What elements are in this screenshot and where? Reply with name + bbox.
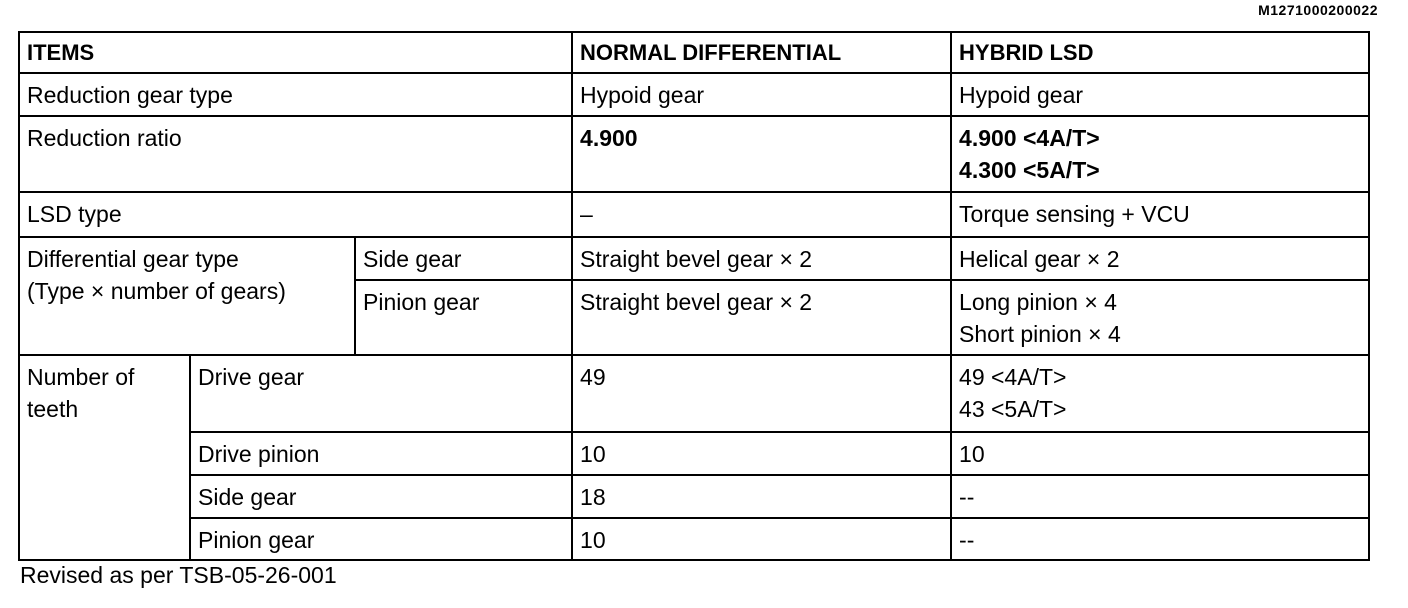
cell-normal: 10 — [572, 432, 951, 475]
cell-hybrid: -- — [951, 475, 1369, 518]
header-items: ITEMS — [19, 32, 572, 73]
cell-normal: Straight bevel gear × 2 — [572, 280, 951, 355]
table-row — [19, 518, 1369, 560]
sub-label: Pinion gear — [190, 518, 572, 560]
cell-normal: 18 — [572, 475, 951, 518]
cell-normal: 10 — [572, 518, 951, 560]
cell-line: Short pinion × 4 — [959, 321, 1121, 347]
table-row — [19, 73, 1369, 116]
spec-table — [18, 31, 1370, 561]
cell-line: 43 <5A/T> — [959, 396, 1067, 422]
cell-normal: – — [572, 192, 951, 237]
cell-line: (Type × number of gears) — [27, 278, 286, 304]
cell-hybrid — [951, 116, 1369, 192]
cell-hybrid — [951, 355, 1369, 432]
cell-hybrid: Helical gear × 2 — [951, 237, 1369, 280]
sub-label: Side gear — [355, 237, 572, 280]
sub-label: Side gear — [190, 475, 572, 518]
revision-note: Revised as per TSB-05-26-001 — [20, 562, 337, 588]
cell-normal: Straight bevel gear × 2 — [572, 237, 951, 280]
cell-normal: 49 — [572, 355, 951, 432]
cell-line: 4.300 <5A/T> — [959, 157, 1100, 183]
cell-line: 4.900 <4A/T> — [959, 125, 1100, 151]
cell-normal: Hypoid gear — [572, 73, 951, 116]
table-row — [19, 432, 1369, 475]
row-label: Reduction gear type — [19, 73, 572, 116]
cell-line: Number of — [27, 364, 135, 390]
table-row-header — [19, 32, 1369, 73]
row-label — [19, 355, 190, 560]
table-row — [19, 192, 1369, 237]
header-normal-differential: NORMAL DIFFERENTIAL — [572, 32, 951, 73]
sub-label: Pinion gear — [355, 280, 572, 355]
sub-label: Drive gear — [190, 355, 572, 432]
cell-hybrid — [951, 280, 1369, 355]
row-label: LSD type — [19, 192, 572, 237]
cell-hybrid: -- — [951, 518, 1369, 560]
cell-line: 49 <4A/T> — [959, 364, 1067, 390]
cell-line: teeth — [27, 396, 79, 422]
header-hybrid-lsd: HYBRID LSD — [951, 32, 1369, 73]
table-row — [19, 237, 1369, 280]
row-label: Reduction ratio — [19, 116, 572, 192]
cell-line: Long pinion × 4 — [959, 289, 1117, 315]
cell-normal: 4.900 — [572, 116, 951, 192]
table-row — [19, 116, 1369, 192]
row-label — [19, 237, 355, 355]
table-row — [19, 475, 1369, 518]
sub-label: Drive pinion — [190, 432, 572, 475]
cell-line: Differential gear type — [27, 246, 239, 272]
cell-hybrid: 10 — [951, 432, 1369, 475]
cell-hybrid: Torque sensing + VCU — [951, 192, 1369, 237]
cell-hybrid: Hypoid gear — [951, 73, 1369, 116]
table-row — [19, 355, 1369, 432]
document-code: M1271000200022 — [1258, 2, 1378, 18]
